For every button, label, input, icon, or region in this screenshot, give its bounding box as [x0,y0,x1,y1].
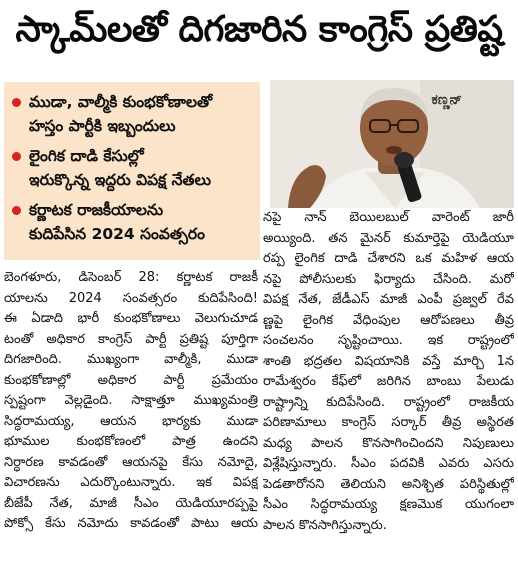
article-line: నిర్ధారణ కావడంతో ఆయనపై కేసు నమోదై, [4,454,258,470]
article-column-left [4,268,258,535]
bullet-icon [12,152,21,161]
article-line: విచారణను ఎదుర్కొంటున్నారు. ఇక విపక్ష [4,475,258,490]
highlight-item [12,198,254,246]
article-line: భూముల కుంభకోణంలో పాత్ర ఉందని [4,434,258,449]
article-line: టంతో అధికార కాంగ్రెస్ పార్టీ ప్రతిష్ట పూర్తిగా [4,331,258,347]
article-line: విపక్ష నేత, జేడీఎస్ మాజీ ఎంపీ ప్రజ్వల్ రేవ [263,292,514,307]
article-line: బీజేపీ నేత, మాజీ సీఎం యెడియూరప్పపై [4,495,258,511]
article-line: పరిణామాలు కాంగ్రెస్ సర్కార్ తీవ్ర అస్థిరత [263,415,514,430]
article-line: కుంభకోణాల్లో అధికార పార్టీ ప్రమేయం [4,372,258,388]
article-line: రామేశ్వరం కేఫ్‌లో జరిగిన బాంబు పేలుడు [263,374,514,389]
article-line: ఈ ఏడాది భారీ కుంభకోణాలు వెలుగుచూడ [4,311,258,326]
article-line: సంచలనం సృష్టించాయి. ఇక రాష్ట్రంలో [263,333,514,348]
portrait-illustration [270,80,514,208]
headline: స్కామ్‌లతో దిగజారిన కాంగ్రెస్ ప్రతిష్ట [15,9,503,50]
article-line: విశ్లేషిస్తున్నారు. సీఎం పదవికి ఎవరు ఎసరు [263,456,514,471]
article-line: రప్ప లైంగిక దాడి చేశారని ఒక మహిళ ఆయ [263,251,514,266]
article-line: రాష్ట్రాన్ని కుదిపేసింది. రాష్ట్రంలో రాజకీయ [263,394,514,410]
highlight-text: ముడా, వాల్మీకి కుంభకోణాలతో హస్తం పార్టీకి ఇబ్బందులు [29,93,213,135]
siddaramaiah-photo [270,80,514,208]
article-column-right [263,208,514,536]
bullet-icon [12,98,21,107]
highlights-box [4,82,260,260]
article-line: నపై నాన్ బెయిలబుల్ వారెంట్ జారీ [263,210,514,225]
article-line: నపై పోలీసులకు ఫిర్యాదు చేసింది. మరో [263,271,514,287]
highlight-text: లైంగిక దాడి కేసుల్లో ఇరుక్కొన్న ఇద్దరు విపక్ష నేతలు [29,147,211,189]
article-line: ణ్ణపై లైంగిక వేధింపుల ఆరోపణలు తీవ్ర [263,312,514,328]
article-line: సిద్ధరామయ్య, ఆయన భార్యకు ముడా [4,413,258,429]
bullet-icon [12,206,21,215]
highlight-item [12,90,254,138]
article-line: మధ్య పాలన కొనసాగించిందని నిపుణులు [263,435,514,451]
article-line: యాలను 2024 సంవత్సరం కుదిపేసింది! [4,290,258,306]
article-line: దిగజారింది. ముఖ్యంగా వాల్మీకి, ముడా [4,352,258,367]
article-line: అయ్యింది. తన మైనర్ కుమార్తెపై యెడియూ [263,230,514,246]
article-line: పోక్సో కేసు నమోదు కావడంతో పాటు ఆయ [4,516,258,531]
article-line: స్పష్టంగా వెల్లడైంది. సాక్షాత్తూ ముఖ్యమంత్రి [4,393,258,408]
article-line: సీఎం సిద్ధరామయ్య క్షణమొక యుగంలా [263,497,514,512]
article-line: బెంగళూరు, డిసెంబర్ 28: కర్ణాటక రాజకీ [4,270,258,285]
highlight-item [12,144,254,192]
article-line: పాలన కొనసాగిస్తున్నారు. [263,517,387,533]
article-line: శాంతి భద్రతల విషయానికి వస్తే మార్చి 1న [263,353,514,369]
backdrop-brand-text: ಕಣ್ಣನ್ [431,92,462,108]
highlight-text: కర్ణాటక రాజకీయాలను కుదిపేసిన 2024 సంవత్సరం [29,201,205,243]
article-line: పెడతారోనని తెలియని అనిశ్చిత పరిస్థితుల్లో [263,476,514,492]
